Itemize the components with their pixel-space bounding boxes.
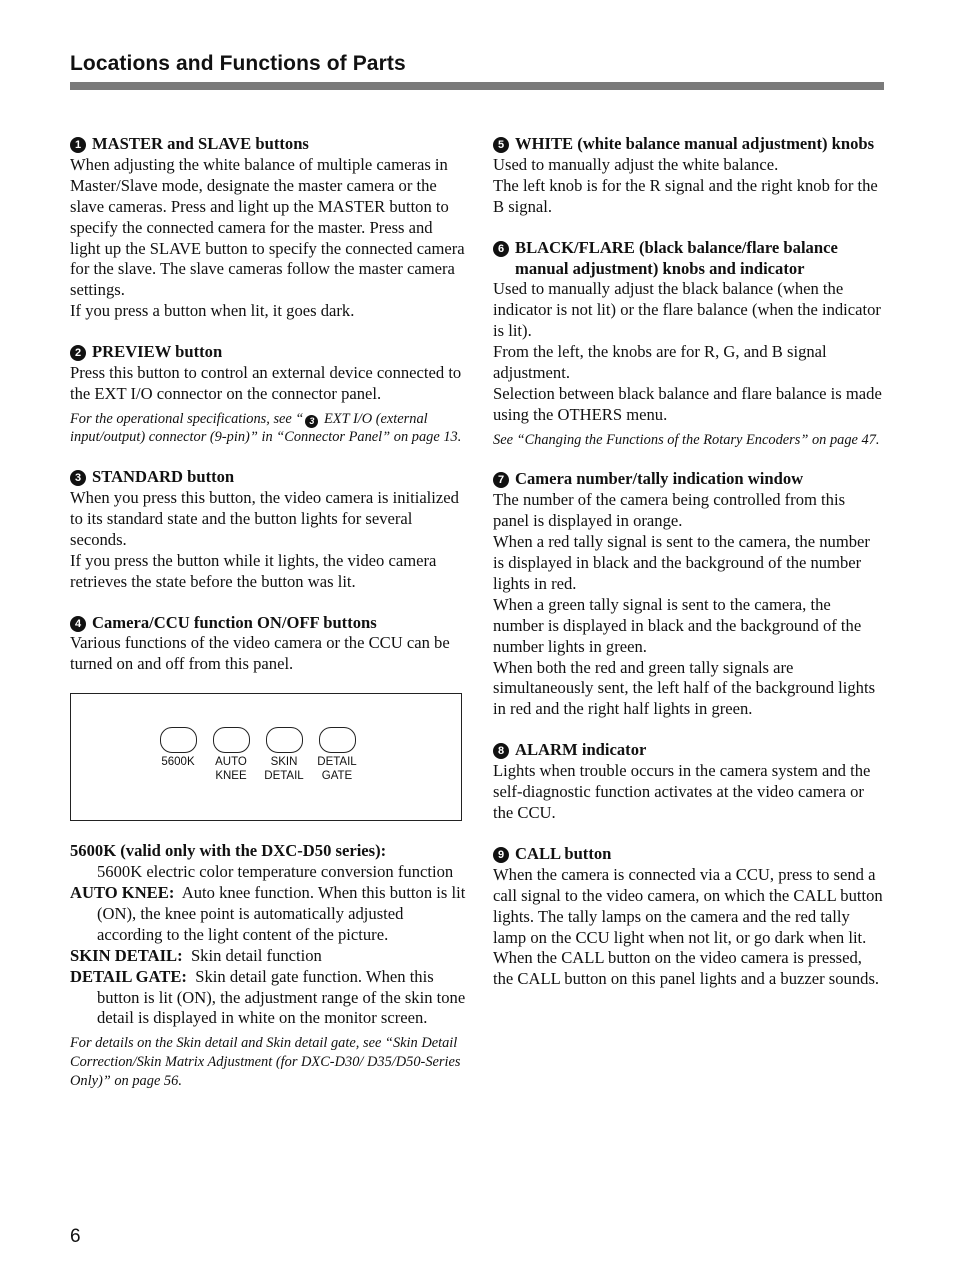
button-auto-knee-illustration (213, 727, 250, 753)
definition-item (70, 946, 466, 967)
paragraph: Lights when trouble occurs in the camera system and the self-diagnostic function activates at the video camera or the CCU. (493, 761, 871, 822)
page-title: Locations and Functions of Parts (70, 52, 406, 75)
definition-term: DETAIL GATE: (70, 966, 187, 986)
section-camera-number (493, 469, 885, 720)
section-title-text: Camera number/tally indication window (515, 469, 804, 489)
section-title-text: Camera/CCU function ON/OFF buttons (92, 612, 377, 632)
paragraph: Press this button to control an external device connected to the EXT I/O connector on the connector panel. (70, 363, 462, 403)
panel-label (254, 756, 314, 783)
section-master-slave (70, 134, 466, 322)
number-badge-icon: 1 (70, 137, 86, 153)
section-title (493, 134, 885, 155)
panel-label-line: DETAIL (264, 769, 304, 782)
paragraph: The number of the camera being controlled from this panel is displayed in orange. (493, 490, 846, 531)
section-title (70, 134, 466, 155)
definition-term: 5600K (valid only with the DXC-D50 series): (70, 841, 387, 861)
definition-term: SKIN DETAIL: (70, 945, 183, 965)
paragraph: If you press a button when lit, it goes dark. (70, 301, 355, 321)
paragraph: When the camera is connected via a CCU, press to send a call signal to the video camera, on which the CALL button lights. The tally lamps on the camera and the red tally lamp on the CCU light when not lit, or go dark when lit. (493, 864, 883, 947)
section-title (493, 238, 885, 280)
number-badge-icon: 8 (493, 743, 509, 759)
section-function-buttons (70, 613, 466, 676)
section-title (493, 740, 885, 761)
number-badge-icon: 3 (70, 470, 86, 486)
header-rule (70, 82, 884, 90)
paragraph: Used to manually adjust the white balance. (493, 154, 779, 174)
note-text: For the operational specifications, see “ (70, 410, 304, 427)
paragraph: When you press this button, the video camera is initialized to its standard state and the button lights for several seconds. (70, 487, 459, 549)
section-title (493, 844, 885, 865)
paragraph: From the left, the knobs are for R, G, and B signal adjustment. (493, 342, 827, 383)
section-preview (70, 342, 466, 447)
paragraph: When a green tally signal is sent to the camera, the number is displayed in black and the background of the number lights in green. (493, 594, 862, 656)
section-title-text: STANDARD button (92, 467, 235, 487)
number-badge-icon: 6 (493, 241, 509, 257)
section-title-text: WHITE (white balance manual adjustment) knobs (515, 134, 875, 153)
reference-note (70, 410, 466, 447)
panel-label-line: SKIN (270, 756, 298, 769)
note-text: EXT I/O (external input/output) connector (9-pin)” in “Connector Panel” on page 13. (70, 410, 462, 446)
paragraph: Various functions of the video camera or the CCU can be turned on and off from this panel. (70, 633, 450, 674)
section-title-text: PREVIEW button (92, 342, 223, 362)
definition-desc: 5600K electric color temperature conversion function (97, 862, 454, 882)
section-title (70, 613, 466, 634)
left-column (70, 134, 466, 1090)
definition-item (70, 883, 466, 946)
section-white (493, 134, 885, 218)
number-badge-icon: 9 (493, 847, 509, 863)
section-title-text: CALL button (515, 843, 612, 863)
number-badge-icon: 4 (70, 616, 86, 632)
section-alarm (493, 740, 885, 824)
panel-label-line: 5600K (161, 756, 195, 769)
right-column (493, 134, 885, 1010)
paragraph: If you press the button while it lights, the video camera retrieves the state before the button was lit. (70, 550, 437, 591)
number-badge-icon: 2 (70, 345, 86, 361)
button-5600k-illustration (160, 727, 197, 753)
panel-label-line: GATE (321, 769, 353, 782)
section-title-text: ALARM indicator (515, 740, 647, 760)
button-detail-gate-illustration (319, 727, 356, 753)
definition-item (70, 967, 466, 1030)
section-title (70, 467, 466, 488)
definition-term: AUTO KNEE: (70, 883, 175, 903)
reference-note: For details on the Skin detail and Skin detail gate, see “Skin Detail Correction/Skin Matrix Adjustment (for DXC-D30/ D35/D50-Series Only)” on page 56. (70, 1035, 461, 1089)
section-title-text: MASTER and SLAVE buttons (92, 134, 309, 153)
section-title (493, 469, 885, 490)
paragraph: Used to manually adjust the black balance (when the indicator is not lit) or the flare balance (when the indicator is lit). (493, 279, 881, 341)
page-number: 6 (70, 1226, 81, 1247)
section-black-flare (493, 238, 885, 450)
panel-label (307, 756, 367, 783)
section-title (70, 342, 466, 363)
section-call (493, 844, 885, 990)
reference-note: See “Changing the Functions of the Rotary Encoders” on page 47. (493, 431, 880, 448)
panel-label (201, 756, 261, 783)
definition-desc: Skin detail gate function. When this button is lit (ON), the adjustment range of the skin tone detail is displayed in white on the monitor screen. (97, 966, 466, 1028)
paragraph: When the CALL button on the video camera is pressed, the CALL button on this panel lights and a buzzer sounds. (493, 948, 880, 989)
paragraph: When both the red and green tally signals are simultaneously sent, the left half of the background lights in red and the right half lights in green. (493, 657, 876, 719)
number-badge-icon: 3 (305, 415, 318, 428)
paragraph: When a red tally signal is sent to the camera, the number is displayed in black and the background of the number lights in red. (493, 532, 870, 593)
panel-label (148, 756, 208, 770)
definition-desc: Skin detail function (190, 945, 322, 965)
button-skin-detail-illustration (266, 727, 303, 753)
number-badge-icon: 5 (493, 137, 509, 153)
number-badge-icon: 7 (493, 472, 509, 488)
definition-desc: Auto knee function. When this button is lit (ON), the knee point is automatically adjusted according to the light content of the picture. (97, 883, 466, 944)
panel-label-line: KNEE (215, 769, 247, 782)
paragraph: When adjusting the white balance of multiple cameras in Master/Slave mode, designate the master camera or the slave cameras. Press and light up the MASTER button to specify the connected camera for the master. Press and light up the SLAVE button to specify the connected camera for the slave. The slave cameras follow the master camera settings. (70, 154, 465, 300)
panel-label-line: AUTO (215, 756, 247, 769)
paragraph: The left knob is for the R signal and the right knob for the B signal. (493, 175, 878, 216)
section-standard (70, 467, 466, 592)
function-button-panel-illustration (70, 693, 462, 821)
definition-list (70, 841, 466, 1029)
definition-item (70, 841, 466, 883)
section-title-text: BLACK/FLARE (black balance/flare balance manual adjustment) knobs and indicator (515, 237, 838, 278)
panel-label-line: DETAIL (317, 756, 357, 769)
paragraph: Selection between black balance and flare balance is made using the OTHERS menu. (493, 383, 882, 424)
